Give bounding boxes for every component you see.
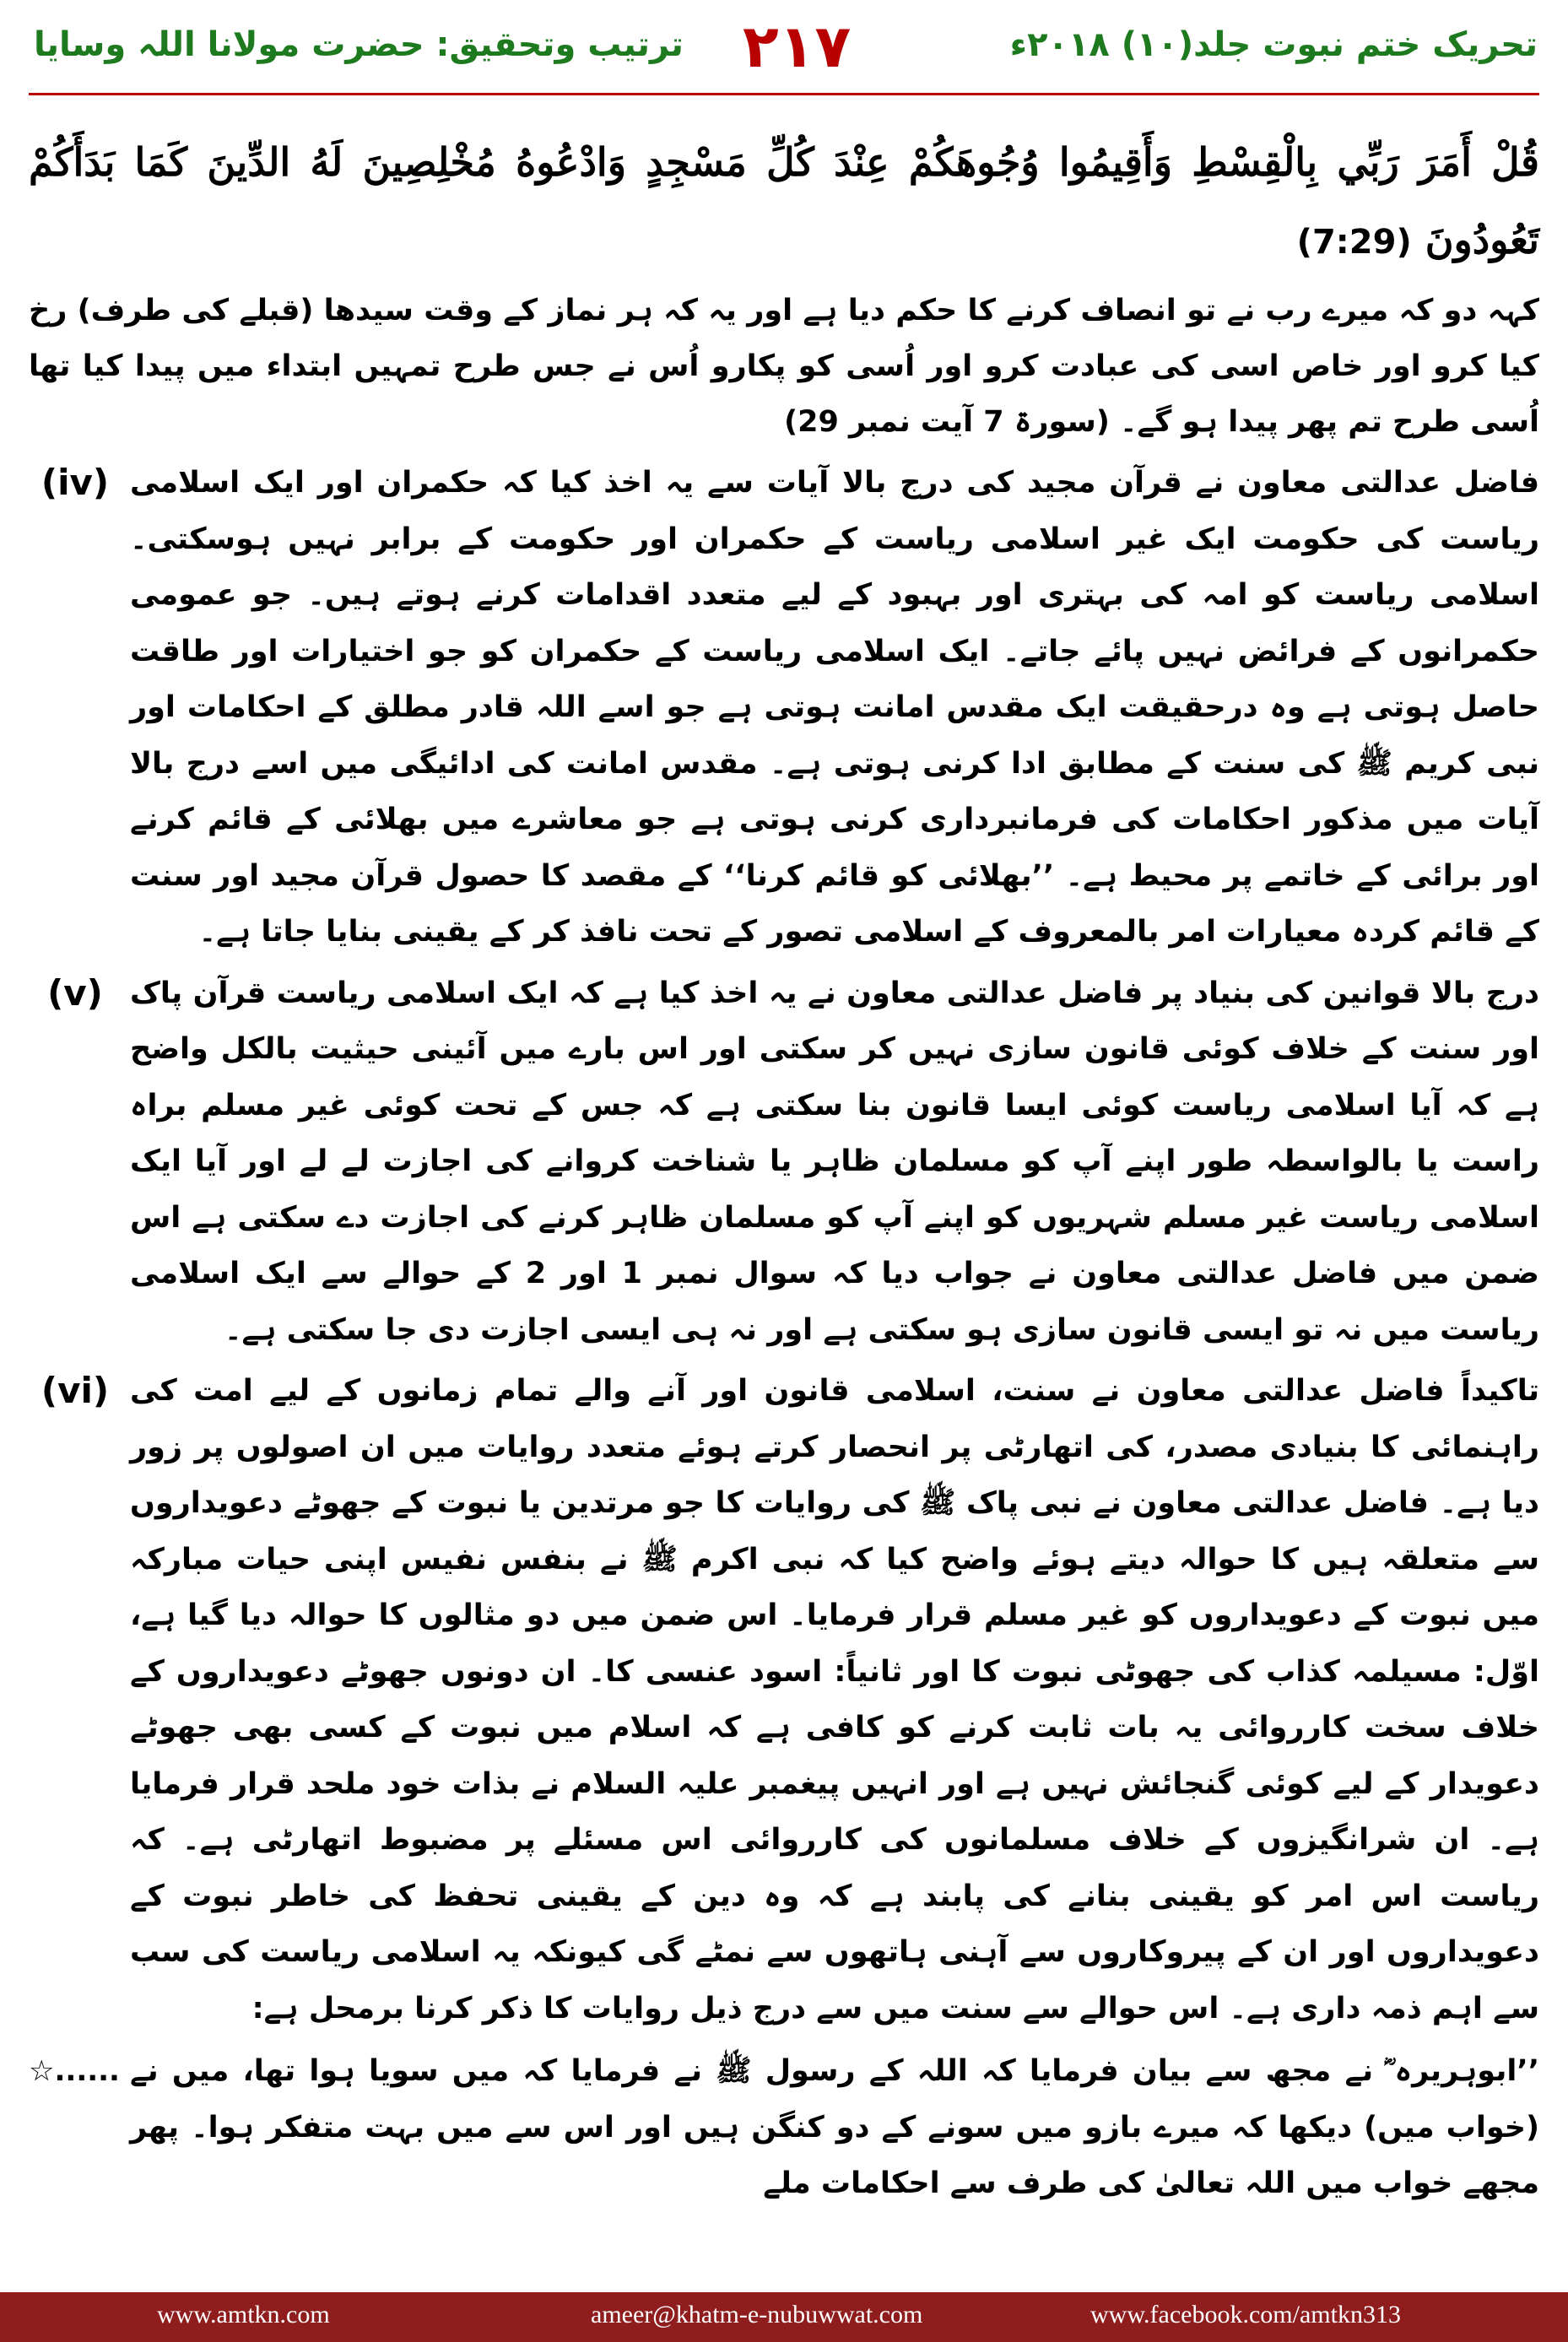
verse-arabic: قُلْ أَمَرَ رَبِّي بِالْقِسْطِ وَأَقِيمُوا وُجُوهَكُمْ عِنْدَ كُلِّ مَسْجِدٍ وَادْعُوهُ مُخْلِصِينَ لَهُ الدِّينَ كَمَا بَدَأَكُمْ تَعُودُونَ bbox=[29, 139, 1539, 262]
website-link[interactable]: www.amtkn.com bbox=[157, 2301, 330, 2328]
compiler-credit: ترتیب وتحقیق: حضرت مولانا اللہ وسایا bbox=[34, 25, 684, 64]
paragraph-number: (vi) bbox=[41, 1370, 110, 1411]
hadith-text: ’’ابوہریرہ ؓ نے مجھ سے بیان فرمایا کہ اللہ کے رسول ﷺ نے فرمایا کہ میں سویا ہوا تھا، میں نے (خواب میں) دیکھا کہ میرے بازو میں سونے کے دو کنگن ہیں اور اس سے میں بہت متفکر ہوا۔ پھر مجھے خواب میں اللہ تعالیٰ کی طرف سے احکامات ملے bbox=[130, 2054, 1539, 2200]
paragraph-number: (v) bbox=[47, 971, 103, 1014]
paragraph-text: تاکیداً فاضل عدالتی معاون نے سنت، اسلامی قانون اور آنے والے تمام زمانوں کے لیے امت کی راہنمائی کا بنیادی مصدر، کی اتھارٹی پر انحصار کرتے ہوئے متعدد روایات میں ان اصولوں پر زور دیا ہے۔ فاضل عدالتی معاون نے نبی پاک ﷺ کی روایات کا جو مرتدین یا نبوت کے جھوٹے دعویداروں سے متعلقہ ہیں کا حوالہ دیتے ہوئے واضح کیا کہ نبی اکرم ﷺ نے بنفس نفیس اپنی حیات مبارکہ میں نبوت کے دعویداروں کو غیر مسلم قرار فرمایا۔ اس ضمن میں دو مثالوں کا حوالہ دیا گیا ہے، اوّل: مسیلمہ کذاب کی جھوٹی نبوت کا اور ثانیاً: اسود عنسی کا۔ ان دونوں جھوٹے دعویداروں کے خلاف سخت کارروائی یہ بات ثابت کرنے کو کافی ہے کہ اسلام میں نبوت کے کسی بھی جھوٹے دعویدار کے لیے کوئی گنجائش نہیں ہے اور انہیں پیغمبر علیہ السلام نے بذات خود ملحد قرار فرمایا ہے۔ ان شرانگیزوں کے خلاف مسلمانوں کی کارروائی اس مسئلے پر مضبوط اتھارٹی ہے۔ کہ ریاست اس امر کو یقینی بنانے کی پابند ہے کہ وہ دین کے یقینی تحفظ کی خاطر نبوت کے دعویداروں اور ان کے پیروکاروں سے آہنی ہاتھوں سے نمٹے گی کیونکہ یہ اسلامی ریاست کی سب سے اہم ذمہ داری ہے۔ اس حوالے سے سنت میں سے درج ذیل روایات کا ذکر کرنا برمحل ہے: bbox=[130, 1374, 1539, 2026]
paragraph-text: فاضل عدالتی معاون نے قرآن مجید کی درج بالا آیات سے یہ اخذ کیا کہ حکمران اور ایک اسلامی ریاست کی حکومت ایک غیر اسلامی ریاست کے حکمران اور حکومت کے برابر نہیں ہوسکتی۔ اسلامی ریاست کو امہ کی بہتری اور بہبود کے لیے متعدد اقدامات کرنے ہوتے ہیں۔ جو عمومی حکمرانوں کے فرائض نہیں پائے جاتے۔ ایک اسلامی ریاست کے حکمران کو جو اختیارات اور طاقت حاصل ہوتی ہے وہ درحقیقت ایک مقدس امانت ہوتی ہے جو اسے اللہ قادر مطلق کے احکامات اور نبی کریم ﷺ کی سنت کے مطابق ادا کرنی ہوتی ہے۔ مقدس امانت کی ادائیگی میں اسے درج بالا آیات میں مذکور احکامات کی فرمانبرداری کرنی ہوتی ہے جو معاشرے میں بھلائی کے قائم کرنے اور برائی کے خاتمے پر محیط ہے۔ ’’بھلائی کو قائم کرنا‘‘ کے مقصد کا حصول قرآن مجید اور سنت کے قائم کردہ معیارات امر بالمعروف کے اسلامی تصور کے تحت نافذ کر کے یقینی بنایا جاتا ہے۔ bbox=[130, 466, 1539, 949]
page-header bbox=[0, 0, 1568, 100]
page-content bbox=[29, 103, 1539, 2212]
paragraph-iv bbox=[29, 455, 1539, 960]
paragraph-vi bbox=[29, 1363, 1539, 2036]
paragraph-text: درج بالا قوانین کی بنیاد پر فاضل عدالتی معاون نے یہ اخذ کیا ہے کہ ایک اسلامی ریاست قرآن پاک اور سنت کے خلاف کوئی قانون سازی نہیں کر سکتی اور اس بارے میں آئینی حیثیت بالکل واضح ہے کہ آیا اسلامی ریاست کوئی ایسا قانون بنا سکتی ہے کہ جس کے تحت کوئی غیر مسلم براہ راست یا بالواسطہ طور اپنے آپ کو مسلمان ظاہر یا شناخت کروانے کی اجازت لے لے اور آیا ایک اسلامی ریاست غیر مسلم شہریوں کو اپنے آپ کو مسلمان ظاہر کرنے کی اجازت دے سکتی ہے اس ضمن میں فاضل عدالتی معاون نے جواب دیا کہ سوال نمبر 1 اور 2 کے حوالے سے ایک اسلامی ریاست میں نہ تو ایسی قانون سازی ہو سکتی ہے اور نہ ہی ایسی اجازت دی جا سکتی ہے۔ bbox=[130, 976, 1540, 1347]
quran-verse bbox=[29, 123, 1539, 281]
verse-reference: (7:29) bbox=[1296, 223, 1412, 262]
header-divider bbox=[29, 93, 1539, 95]
page-number: ۲۱۷ bbox=[743, 12, 852, 81]
email-link[interactable]: ameer@khatm-e-nubuwwat.com bbox=[591, 2301, 923, 2328]
paragraph-v bbox=[29, 965, 1539, 1359]
page-footer bbox=[0, 2292, 1568, 2342]
paragraph-number: (iv) bbox=[41, 462, 110, 503]
book-title: تحریک ختم نبوت جلد(۱۰) ۲۰۱۸ء bbox=[1009, 25, 1538, 64]
facebook-link[interactable]: www.facebook.com/amtkn313 bbox=[1090, 2301, 1401, 2328]
hadith-quote bbox=[29, 2043, 1539, 2212]
verse-translation: کہہ دو کہ میرے رب نے تو انصاف کرنے کا حکم دیا ہے اور یہ کہ ہر نماز کے وقت سیدھا (قبلے کی طرف) رخ کیا کرو اور خاص اسی کی عبادت کرو اور اُسی کو پکارو اُس نے جس طرح تمہیں ابتداء میں پیدا کیا تھا اُسی طرح تم پھر پیدا ہو گے۔ (سورۃ 7 آیت نمبر 29) bbox=[29, 294, 1539, 439]
star-bullet-icon: ☆...... bbox=[29, 2054, 120, 2088]
